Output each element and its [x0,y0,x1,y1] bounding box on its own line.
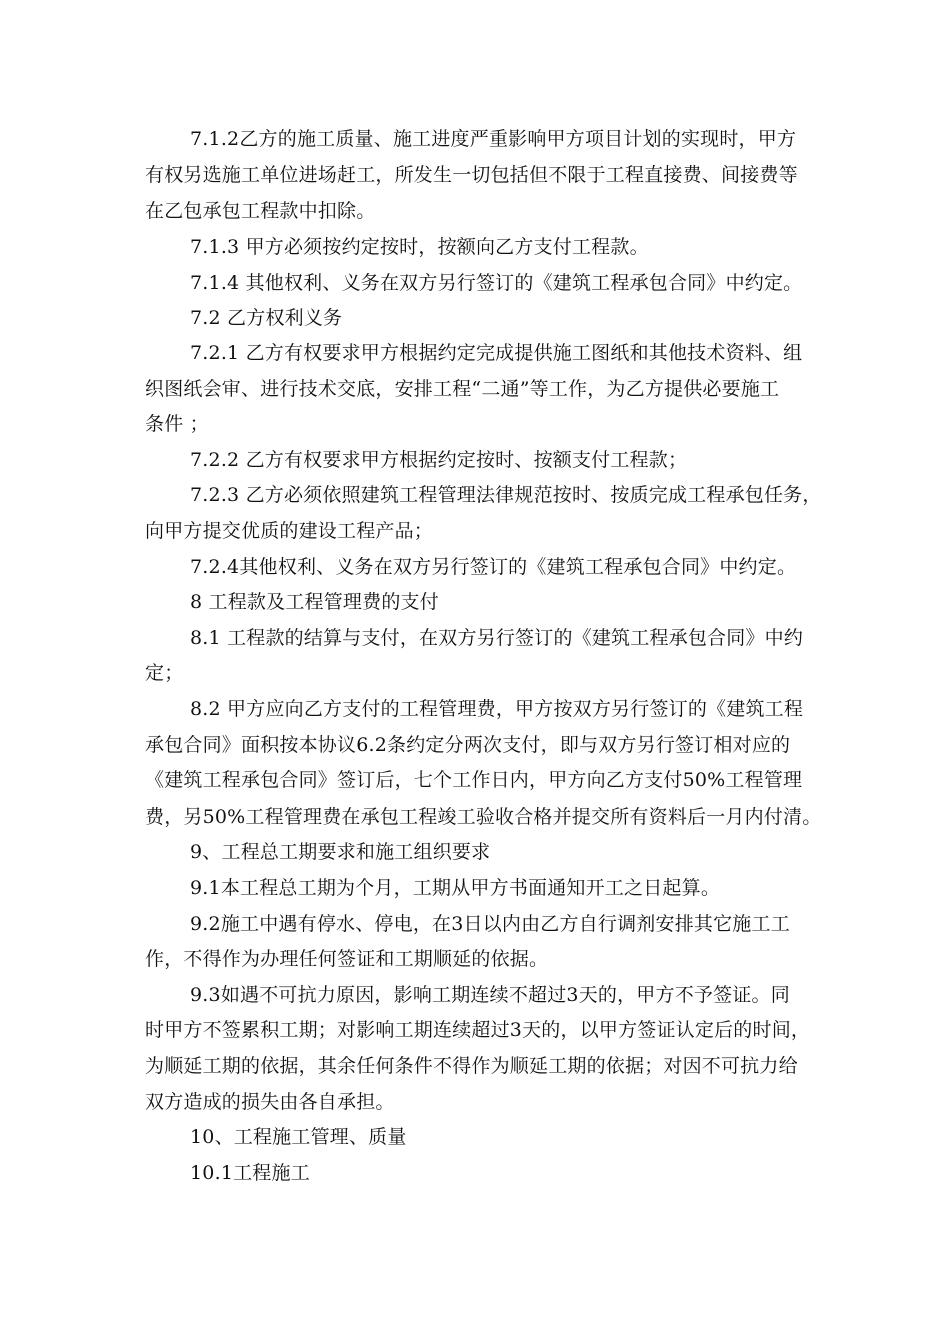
text-line: 承包合同》面积按本协议6.2条约定分两次支付，即与双方另行签订相对应的 [145,734,791,756]
text-line: 作，不得作为办理任何签证和工期顺延的依据。 [145,948,549,970]
section-heading: 8 工程款及工程管理费的支付 [190,591,439,613]
text-line: 8.2 甲方应向乙方支付的工程管理费，甲方按双方另行签订的《建筑工程 [190,698,804,720]
text-line: 在乙包承包工程款中扣除。 [145,200,376,222]
section-heading: 10、工程施工管理、质量 [190,1126,407,1148]
text-line: 7.2.3 乙方必须依照建筑工程管理法律规范按时、按质完成工程承包任务， [190,484,822,506]
text-line: 7.1.4 其他权利、义务在双方另行签订的《建筑工程承包合同》中约定。 [190,272,803,294]
text-line: 8.1 工程款的结算与支付，在双方另行签订的《建筑工程承包合同》中约 [190,627,804,649]
text-line: 7.2.4其他权利、义务在双方另行签订的《建筑工程承包合同》中约定。 [190,556,797,578]
section-heading: 10.1工程施工 [190,1162,310,1184]
text-line: 7.2.2 乙方有权要求甲方根据约定按时、按额支付工程款； [190,449,688,471]
text-line: 9.3如遇不可抗力原因，影响工期连续不超过3天的，甲方不予签证。同 [190,984,790,1006]
text-line: 定； [145,662,184,684]
text-line: 7.1.3 甲方必须按约定按时，按额向乙方支付工程款。 [190,236,649,258]
text-line: 向甲方提交优质的建设工程产品； [145,520,434,542]
text-line: 《建筑工程承包合同》签订后，七个工作日内，甲方向乙方支付50%工程管理 [145,769,803,791]
text-line: 有权另选施工单位进场赶工，所发生一切包括但不限于工程直接费、间接费等 [145,164,798,186]
text-line: 织图纸会审、进行技术交底，安排工程“二通”等工作，为乙方提供必要施工 [145,378,780,400]
text-line: 为顺延工期的依据，其余任何条件不得作为顺延工期的依据；对因不可抗力给 [145,1055,798,1077]
text-line: 费，另50%工程管理费在承包工程竣工验收合格并提交所有资料后一月内付清。 [145,806,822,828]
text-line: 时甲方不签累积工期；对影响工期连续超过3天的，以甲方签证认定后的时间， [145,1019,811,1041]
text-line: 7.1.2乙方的施工质量、施工进度严重影响甲方项目计划的实现时，甲方 [190,128,797,150]
section-heading: 9、工程总工期要求和施工组织要求 [190,841,491,863]
text-line: 9.2施工中遇有停水、停电，在3日以内由乙方自行调剂安排其它施工工 [190,913,790,935]
text-line: 条件 ； [145,413,209,435]
section-heading: 7.2 乙方权利义务 [190,307,343,329]
text-line: 7.2.1 乙方有权要求甲方根据约定完成提供施工图纸和其他技术资料、组 [190,342,803,364]
text-line: 双方造成的损失由各自承担。 [145,1091,395,1113]
text-line: 9.1本工程总工期为个月，工期从甲方书面通知开工之日起算。 [190,877,721,899]
